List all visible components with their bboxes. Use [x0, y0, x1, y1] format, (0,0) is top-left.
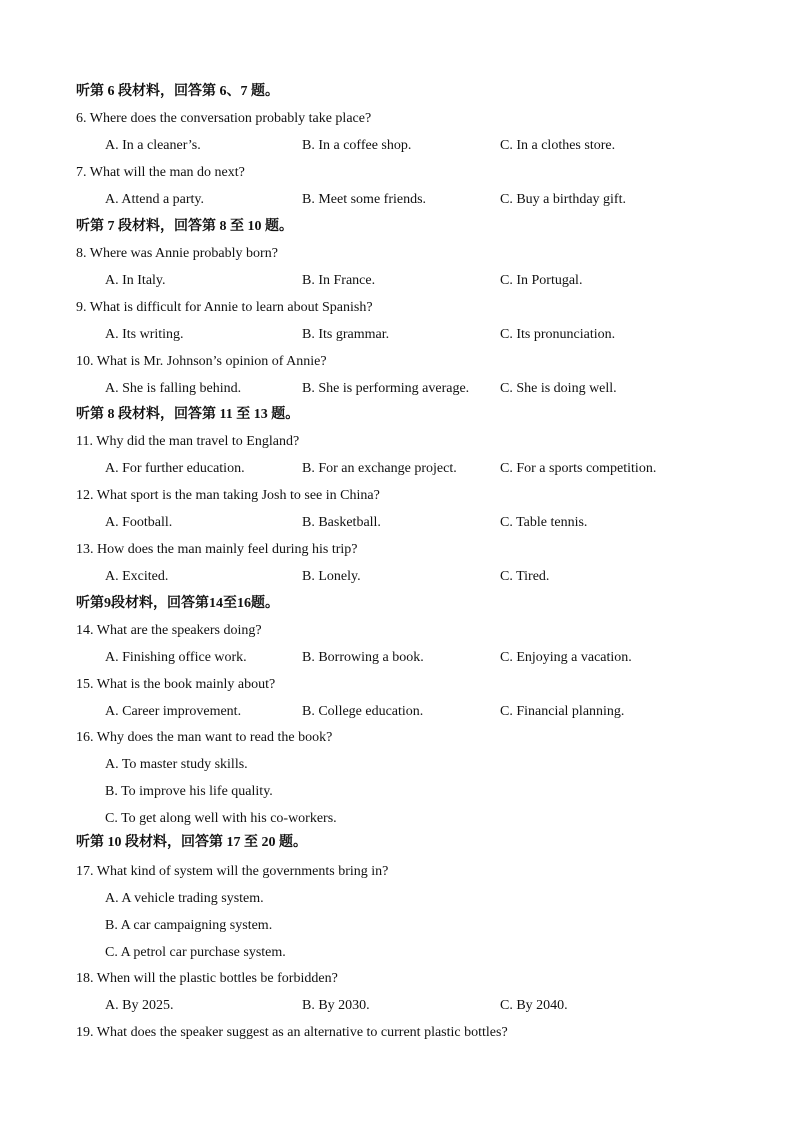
section-heading-8: 听第 8 段材料，回答第 11 至 13 题。 — [76, 407, 300, 422]
question-14-option-c[interactable]: C. Enjoying a vacation. — [500, 650, 632, 665]
question-13-stem: 13. How does the man mainly feel during his trip? — [76, 542, 358, 557]
question-7-option-a[interactable]: A. Attend a party. — [105, 192, 205, 207]
question-8-stem: 8. Where was Annie probably born? — [76, 246, 278, 261]
question-6-option-c[interactable]: C. In a clothes store. — [500, 138, 616, 153]
question-18-option-b[interactable]: B. By 2030. — [302, 998, 370, 1013]
section-heading-7: 听第 7 段材料，回答第 8 至 10 题。 — [76, 219, 293, 234]
section-heading-9: 听第9段材料，回答第14至16题。 — [76, 596, 279, 611]
question-10-option-a[interactable]: A. She is falling behind. — [105, 381, 242, 396]
question-6-stem: 6. Where does the conversation probably take place? — [76, 111, 372, 126]
question-14-stem: 14. What are the speakers doing? — [76, 623, 262, 638]
question-7-stem: 7. What will the man do next? — [76, 165, 245, 180]
question-17-option-a[interactable]: A. A vehicle trading system. — [105, 891, 264, 906]
question-7-option-c[interactable]: C. Buy a birthday gift. — [500, 192, 626, 207]
question-17-option-b[interactable]: B. A car campaigning system. — [105, 918, 273, 933]
question-16-option-b[interactable]: B. To improve his life quality. — [105, 784, 273, 799]
question-13-option-b[interactable]: B. Lonely. — [302, 569, 361, 584]
question-6-option-b[interactable]: B. In a coffee shop. — [302, 138, 412, 153]
question-16-option-a[interactable]: A. To master study skills. — [105, 757, 248, 772]
section-heading-6: 听第 6 段材料，回答第 6、7 题。 — [76, 84, 279, 99]
question-15-option-a[interactable]: A. Career improvement. — [105, 704, 242, 719]
question-19-stem: 19. What does the speaker suggest as an alternative to current plastic bottles? — [76, 1025, 508, 1040]
question-9-option-c[interactable]: C. Its pronunciation. — [500, 327, 616, 342]
question-9-option-a[interactable]: A. Its writing. — [105, 327, 184, 342]
question-8-option-b[interactable]: B. In France. — [302, 273, 376, 288]
question-10-stem: 10. What is Mr. Johnson’s opinion of Annie? — [76, 354, 327, 369]
question-8-option-c[interactable]: C. In Portugal. — [500, 273, 583, 288]
question-10-option-c[interactable]: C. She is doing well. — [500, 381, 617, 396]
question-12-stem: 12. What sport is the man taking Josh to see in China? — [76, 488, 380, 503]
question-13-option-c[interactable]: C. Tired. — [500, 569, 550, 584]
question-8-option-a[interactable]: A. In Italy. — [105, 273, 166, 288]
question-16-option-c[interactable]: C. To get along well with his co-workers. — [105, 811, 337, 826]
question-11-option-b[interactable]: B. For an exchange project. — [302, 461, 457, 476]
question-14-option-b[interactable]: B. Borrowing a book. — [302, 650, 424, 665]
question-12-option-a[interactable]: A. Football. — [105, 515, 173, 530]
question-11-option-c[interactable]: C. For a sports competition. — [500, 461, 657, 476]
question-15-option-b[interactable]: B. College education. — [302, 704, 424, 719]
question-9-option-b[interactable]: B. Its grammar. — [302, 327, 390, 342]
section-heading-10: 听第 10 段材料，回答第 17 至 20 题。 — [76, 835, 307, 850]
question-16-stem: 16. Why does the man want to read the book? — [76, 730, 333, 745]
question-18-option-a[interactable]: A. By 2025. — [105, 998, 174, 1013]
question-11-stem: 11. Why did the man travel to England? — [76, 434, 300, 449]
question-17-stem: 17. What kind of system will the governments bring in? — [76, 864, 389, 879]
question-18-option-c[interactable]: C. By 2040. — [500, 998, 568, 1013]
question-9-stem: 9. What is difficult for Annie to learn about Spanish? — [76, 300, 373, 315]
question-17-option-c[interactable]: C. A petrol car purchase system. — [105, 945, 286, 960]
question-14-option-a[interactable]: A. Finishing office work. — [105, 650, 247, 665]
question-15-stem: 15. What is the book mainly about? — [76, 677, 276, 692]
question-13-option-a[interactable]: A. Excited. — [105, 569, 169, 584]
question-18-stem: 18. When will the plastic bottles be forbidden? — [76, 971, 338, 986]
question-7-option-b[interactable]: B. Meet some friends. — [302, 192, 427, 207]
question-11-option-a[interactable]: A. For further education. — [105, 461, 245, 476]
question-10-option-b[interactable]: B. She is performing average. — [302, 381, 470, 396]
question-15-option-c[interactable]: C. Financial planning. — [500, 704, 625, 719]
question-6-option-a[interactable]: A. In a cleaner’s. — [105, 138, 201, 153]
question-12-option-b[interactable]: B. Basketball. — [302, 515, 381, 530]
question-12-option-c[interactable]: C. Table tennis. — [500, 515, 588, 530]
